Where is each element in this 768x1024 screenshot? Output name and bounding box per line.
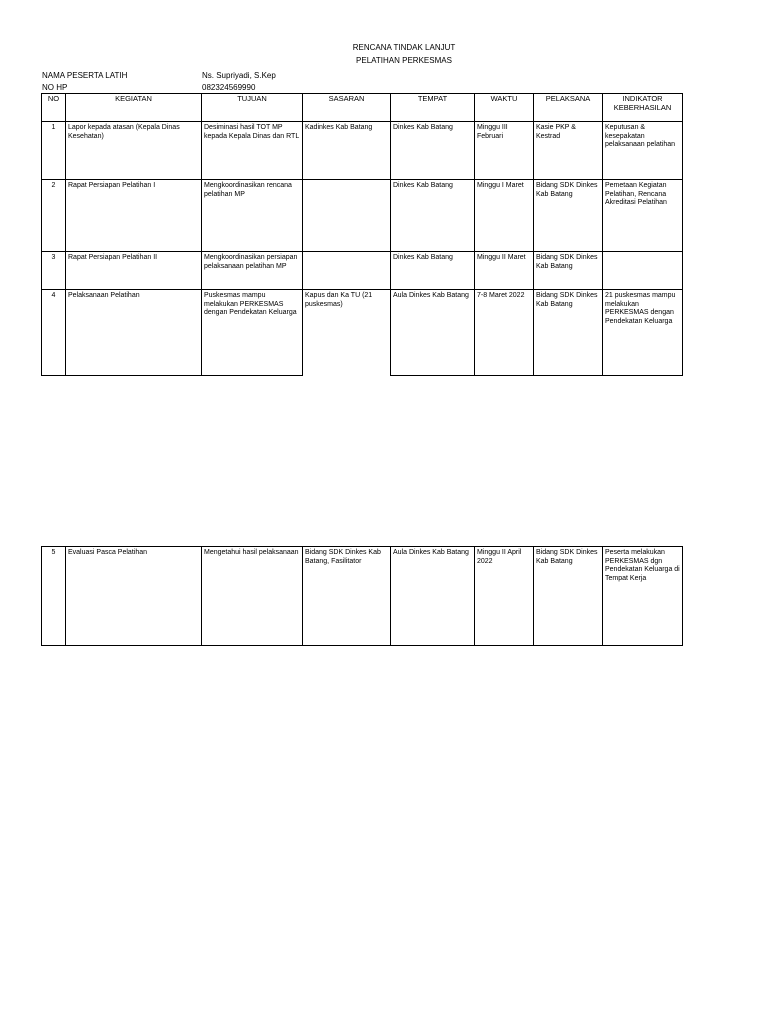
column-header-no: NO <box>42 94 66 122</box>
row-pelaksana: Kasie PKP & Kestrad <box>534 122 603 180</box>
row-tujuan: Mengetahui hasil pelaksanaan <box>202 547 303 646</box>
plan-table <box>41 93 683 376</box>
table-row <box>42 122 683 180</box>
row-kegiatan: Evaluasi Pasca Pelatihan <box>66 547 202 646</box>
table-row <box>42 180 683 252</box>
row-tujuan: Desiminasi hasil TOT MP kepada Kepala Dinas dan RTL <box>202 122 303 180</box>
row-tempat: Dinkes Kab Batang <box>391 252 475 290</box>
row-waktu: Minggu II Maret <box>475 252 534 290</box>
row-tempat: Aula Dinkes Kab Batang <box>391 547 475 646</box>
row-kegiatan: Rapat Persiapan Pelatihan I <box>66 180 202 252</box>
table-row <box>42 252 683 290</box>
column-header-kegiatan: KEGIATAN <box>66 94 202 122</box>
plan-table-continued <box>41 546 683 646</box>
column-header-pelaksana: PELAKSANA <box>534 94 603 122</box>
row-no: 5 <box>42 547 66 646</box>
row-tujuan: Mengkoordinasikan persiapan pelaksanaan pelatihan MP <box>202 252 303 290</box>
row-no: 1 <box>42 122 66 180</box>
row-sasaran: Bidang SDK Dinkes Kab Batang, Fasilitator <box>303 547 391 646</box>
row-no: 2 <box>42 180 66 252</box>
document-title-line-2: PELATIHAN PERKESMAS <box>356 56 452 65</box>
row-tempat: Aula Dinkes Kab Batang <box>391 290 475 376</box>
table-row <box>42 290 683 376</box>
row-sasaran: Kadinkes Kab Batang <box>303 122 391 180</box>
column-header-tempat: TEMPAT <box>391 94 475 122</box>
row-kegiatan: Rapat Persiapan Pelatihan II <box>66 252 202 290</box>
row-pelaksana: Bidang SDK Dinkes Kab Batang <box>534 290 603 376</box>
row-pelaksana: Bidang SDK Dinkes Kab Batang <box>534 180 603 252</box>
row-sasaran <box>303 180 391 252</box>
phone-label: NO HP <box>42 83 68 92</box>
row-pelaksana: Bidang SDK Dinkes Kab Batang <box>534 547 603 646</box>
participant-name-label: NAMA PESERTA LATIH <box>42 71 128 80</box>
participant-name-value: Ns. Supriyadi, S.Kep <box>202 71 276 80</box>
row-tempat: Dinkes Kab Batang <box>391 180 475 252</box>
table-row <box>42 547 683 646</box>
row-sasaran: Kapus dan Ka TU (21 puskesmas) <box>303 290 391 376</box>
row-tempat: Dinkes Kab Batang <box>391 122 475 180</box>
column-header-sasaran: SASARAN <box>303 94 391 122</box>
phone-value: 082324569990 <box>202 83 256 92</box>
row-pelaksana: Bidang SDK Dinkes Kab Batang <box>534 252 603 290</box>
row-waktu: Minggu I Maret <box>475 180 534 252</box>
column-header-tujuan: TUJUAN <box>202 94 303 122</box>
row-tujuan: Mengkoordinasikan rencana pelatihan MP <box>202 180 303 252</box>
row-kegiatan: Pelaksanaan Pelatihan <box>66 290 202 376</box>
row-kegiatan: Lapor kepada atasan (Kepala Dinas Kesehatan) <box>66 122 202 180</box>
row-indikator: Pemetaan Kegiatan Pelatihan, Rencana Akreditasi Pelatihan <box>603 180 683 252</box>
column-header-waktu: WAKTU <box>475 94 534 122</box>
row-waktu: 7-8 Maret 2022 <box>475 290 534 376</box>
row-waktu: Minggu II April 2022 <box>475 547 534 646</box>
row-indikator <box>603 252 683 290</box>
row-sasaran <box>303 252 391 290</box>
table-header-row <box>42 94 683 122</box>
row-no: 3 <box>42 252 66 290</box>
column-header-indikator: INDIKATOR KEBERHASILAN <box>603 94 683 122</box>
row-no: 4 <box>42 290 66 376</box>
row-waktu: Minggu III Februari <box>475 122 534 180</box>
row-indikator: Peserta melakukan PERKESMAS dgn Pendekatan Keluarga di Tempat Kerja <box>603 547 683 646</box>
row-indikator: Keputusan & kesepakatan pelaksanaan pelatihan <box>603 122 683 180</box>
row-indikator: 21 puskesmas mampu melakukan PERKESMAS dengan Pendekatan Keluarga <box>603 290 683 376</box>
row-tujuan: Puskesmas mampu melakukan PERKESMAS dengan Pendekatan Keluarga <box>202 290 303 376</box>
document-title-line-1: RENCANA TINDAK LANJUT <box>352 43 456 52</box>
